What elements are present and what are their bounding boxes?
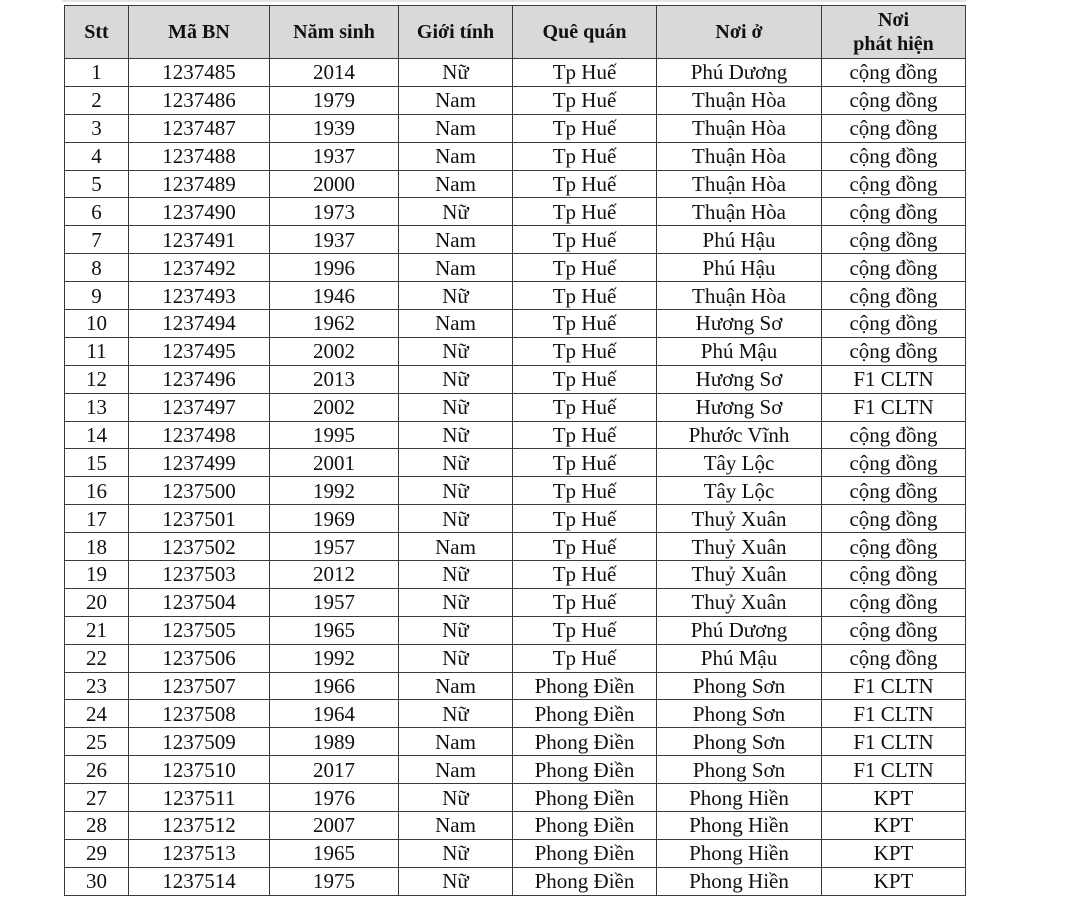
cell-que-quan: Tp Huế <box>513 365 657 393</box>
cell-stt: 2 <box>65 86 129 114</box>
table-row <box>65 784 966 812</box>
cell-stt: 12 <box>65 365 129 393</box>
cell-noi-o: Thuận Hòa <box>657 142 822 170</box>
cell-que-quan: Tp Huế <box>513 616 657 644</box>
table-row <box>65 561 966 589</box>
cell-que-quan: Tp Huế <box>513 282 657 310</box>
table-row <box>65 254 966 282</box>
table-row <box>65 86 966 114</box>
cell-noi-phat-hien: cộng đồng <box>822 226 966 254</box>
cell-nam-sinh: 1939 <box>270 114 399 142</box>
cell-noi-o: Thuận Hòa <box>657 170 822 198</box>
header-que-quan: Quê quán <box>513 6 657 59</box>
cell-noi-phat-hien: F1 CLTN <box>822 728 966 756</box>
cell-noi-phat-hien: cộng đồng <box>822 588 966 616</box>
cell-nam-sinh: 2001 <box>270 449 399 477</box>
table-row <box>65 226 966 254</box>
cell-noi-phat-hien: cộng đồng <box>822 170 966 198</box>
cell-stt: 27 <box>65 784 129 812</box>
cell-ma-bn: 1237501 <box>129 505 270 533</box>
cell-stt: 21 <box>65 616 129 644</box>
cell-stt: 28 <box>65 812 129 840</box>
header-stt: Stt <box>65 6 129 59</box>
cell-gioi-tinh: Nam <box>399 756 513 784</box>
cell-noi-o: Thuận Hòa <box>657 282 822 310</box>
cell-noi-o: Thuỷ Xuân <box>657 588 822 616</box>
table-body <box>65 59 966 896</box>
cell-gioi-tinh: Nữ <box>399 198 513 226</box>
cell-ma-bn: 1237511 <box>129 784 270 812</box>
table-row <box>65 700 966 728</box>
cell-noi-o: Phú Hậu <box>657 226 822 254</box>
cell-que-quan: Phong Điền <box>513 756 657 784</box>
cell-ma-bn: 1237490 <box>129 198 270 226</box>
cell-stt: 11 <box>65 337 129 365</box>
cell-que-quan: Tp Huế <box>513 393 657 421</box>
cell-nam-sinh: 1964 <box>270 700 399 728</box>
cell-que-quan: Tp Huế <box>513 449 657 477</box>
cell-nam-sinh: 1962 <box>270 310 399 338</box>
cell-ma-bn: 1237488 <box>129 142 270 170</box>
cell-stt: 20 <box>65 588 129 616</box>
cell-gioi-tinh: Nữ <box>399 784 513 812</box>
cell-noi-o: Phong Sơn <box>657 728 822 756</box>
cell-gioi-tinh: Nữ <box>399 393 513 421</box>
cell-stt: 5 <box>65 170 129 198</box>
cell-stt: 26 <box>65 756 129 784</box>
cell-noi-phat-hien: cộng đồng <box>822 310 966 338</box>
cell-nam-sinh: 1957 <box>270 588 399 616</box>
cell-stt: 6 <box>65 198 129 226</box>
cell-stt: 19 <box>65 561 129 589</box>
cell-ma-bn: 1237500 <box>129 477 270 505</box>
cell-noi-phat-hien: cộng đồng <box>822 644 966 672</box>
cell-ma-bn: 1237496 <box>129 365 270 393</box>
cell-que-quan: Tp Huế <box>513 505 657 533</box>
cell-gioi-tinh: Nam <box>399 672 513 700</box>
cell-noi-phat-hien: cộng đồng <box>822 86 966 114</box>
cell-que-quan: Tp Huế <box>513 421 657 449</box>
cell-gioi-tinh: Nam <box>399 170 513 198</box>
cell-noi-o: Tây Lộc <box>657 477 822 505</box>
cell-ma-bn: 1237514 <box>129 867 270 895</box>
cell-noi-o: Phong Sơn <box>657 700 822 728</box>
cell-stt: 1 <box>65 59 129 87</box>
cell-noi-o: Thuỷ Xuân <box>657 505 822 533</box>
cell-que-quan: Phong Điền <box>513 672 657 700</box>
cell-que-quan: Tp Huế <box>513 337 657 365</box>
cell-gioi-tinh: Nữ <box>399 505 513 533</box>
cell-gioi-tinh: Nữ <box>399 282 513 310</box>
cell-stt: 13 <box>65 393 129 421</box>
cell-noi-phat-hien: cộng đồng <box>822 616 966 644</box>
cell-noi-o: Phước Vĩnh <box>657 421 822 449</box>
cell-nam-sinh: 2007 <box>270 812 399 840</box>
table-row <box>65 59 966 87</box>
cell-nam-sinh: 2012 <box>270 561 399 589</box>
cell-noi-phat-hien: KPT <box>822 784 966 812</box>
cell-noi-phat-hien: cộng đồng <box>822 142 966 170</box>
cell-ma-bn: 1237513 <box>129 839 270 867</box>
cell-noi-o: Phong Sơn <box>657 672 822 700</box>
cell-noi-o: Phú Dương <box>657 616 822 644</box>
cell-ma-bn: 1237485 <box>129 59 270 87</box>
cell-gioi-tinh: Nam <box>399 142 513 170</box>
cell-ma-bn: 1237498 <box>129 421 270 449</box>
table-row <box>65 449 966 477</box>
cell-noi-phat-hien: cộng đồng <box>822 254 966 282</box>
cell-ma-bn: 1237491 <box>129 226 270 254</box>
cell-noi-phat-hien: cộng đồng <box>822 114 966 142</box>
header-ma-bn: Mã BN <box>129 6 270 59</box>
cell-stt: 7 <box>65 226 129 254</box>
cell-noi-o: Thuận Hòa <box>657 114 822 142</box>
cell-nam-sinh: 1975 <box>270 867 399 895</box>
cell-noi-phat-hien: cộng đồng <box>822 505 966 533</box>
cell-noi-phat-hien: cộng đồng <box>822 533 966 561</box>
cell-gioi-tinh: Nam <box>399 226 513 254</box>
cell-gioi-tinh: Nữ <box>399 337 513 365</box>
cell-gioi-tinh: Nữ <box>399 616 513 644</box>
cell-stt: 17 <box>65 505 129 533</box>
cell-nam-sinh: 1946 <box>270 282 399 310</box>
cell-ma-bn: 1237487 <box>129 114 270 142</box>
cell-que-quan: Tp Huế <box>513 310 657 338</box>
cell-ma-bn: 1237494 <box>129 310 270 338</box>
cell-gioi-tinh: Nữ <box>399 59 513 87</box>
cell-ma-bn: 1237493 <box>129 282 270 310</box>
cell-nam-sinh: 1957 <box>270 533 399 561</box>
cell-gioi-tinh: Nữ <box>399 588 513 616</box>
cell-nam-sinh: 2017 <box>270 756 399 784</box>
cell-stt: 14 <box>65 421 129 449</box>
cell-ma-bn: 1237509 <box>129 728 270 756</box>
cell-que-quan: Tp Huế <box>513 477 657 505</box>
cell-nam-sinh: 1969 <box>270 505 399 533</box>
table-row <box>65 644 966 672</box>
cell-que-quan: Tp Huế <box>513 86 657 114</box>
cell-noi-phat-hien: cộng đồng <box>822 561 966 589</box>
cell-nam-sinh: 1989 <box>270 728 399 756</box>
cell-que-quan: Phong Điền <box>513 700 657 728</box>
cell-stt: 10 <box>65 310 129 338</box>
cell-nam-sinh: 2002 <box>270 393 399 421</box>
cell-stt: 18 <box>65 533 129 561</box>
cell-noi-phat-hien: cộng đồng <box>822 198 966 226</box>
cell-ma-bn: 1237503 <box>129 561 270 589</box>
cell-que-quan: Tp Huế <box>513 588 657 616</box>
cell-stt: 30 <box>65 867 129 895</box>
cell-nam-sinh: 1992 <box>270 644 399 672</box>
cell-noi-phat-hien: F1 CLTN <box>822 365 966 393</box>
cell-nam-sinh: 1965 <box>270 839 399 867</box>
cell-nam-sinh: 2002 <box>270 337 399 365</box>
cell-noi-o: Phú Hậu <box>657 254 822 282</box>
cell-gioi-tinh: Nữ <box>399 449 513 477</box>
cell-noi-o: Phong Hiền <box>657 867 822 895</box>
cell-stt: 16 <box>65 477 129 505</box>
cell-que-quan: Tp Huế <box>513 198 657 226</box>
cell-noi-phat-hien: KPT <box>822 839 966 867</box>
cell-stt: 8 <box>65 254 129 282</box>
cell-noi-phat-hien: cộng đồng <box>822 337 966 365</box>
table-row <box>65 142 966 170</box>
cell-que-quan: Tp Huế <box>513 170 657 198</box>
header-gioi-tinh: Giới tính <box>399 6 513 59</box>
table-row <box>65 282 966 310</box>
cell-ma-bn: 1237505 <box>129 616 270 644</box>
cell-ma-bn: 1237495 <box>129 337 270 365</box>
cell-stt: 15 <box>65 449 129 477</box>
cell-nam-sinh: 1996 <box>270 254 399 282</box>
table-row <box>65 393 966 421</box>
page-top-edge <box>62 0 966 2</box>
cell-nam-sinh: 1992 <box>270 477 399 505</box>
table-row <box>65 672 966 700</box>
cell-gioi-tinh: Nam <box>399 310 513 338</box>
cell-ma-bn: 1237489 <box>129 170 270 198</box>
cell-noi-phat-hien: KPT <box>822 812 966 840</box>
cell-gioi-tinh: Nữ <box>399 839 513 867</box>
table-row <box>65 728 966 756</box>
cell-noi-o: Tây Lộc <box>657 449 822 477</box>
cell-nam-sinh: 1979 <box>270 86 399 114</box>
cell-stt: 9 <box>65 282 129 310</box>
cell-que-quan: Tp Huế <box>513 561 657 589</box>
cell-nam-sinh: 2000 <box>270 170 399 198</box>
table-row <box>65 421 966 449</box>
cell-que-quan: Tp Huế <box>513 59 657 87</box>
cell-noi-o: Hương Sơ <box>657 365 822 393</box>
table-row <box>65 756 966 784</box>
cell-ma-bn: 1237497 <box>129 393 270 421</box>
cell-gioi-tinh: Nam <box>399 114 513 142</box>
table-row <box>65 114 966 142</box>
cell-nam-sinh: 1966 <box>270 672 399 700</box>
cell-noi-o: Phong Sơn <box>657 756 822 784</box>
cell-que-quan: Tp Huế <box>513 114 657 142</box>
cell-noi-phat-hien: KPT <box>822 867 966 895</box>
table-row <box>65 170 966 198</box>
cell-nam-sinh: 2013 <box>270 365 399 393</box>
cell-ma-bn: 1237502 <box>129 533 270 561</box>
cell-nam-sinh: 1973 <box>270 198 399 226</box>
cell-noi-o: Phú Dương <box>657 59 822 87</box>
cell-nam-sinh: 1937 <box>270 142 399 170</box>
cell-noi-phat-hien: F1 CLTN <box>822 393 966 421</box>
cell-gioi-tinh: Nữ <box>399 561 513 589</box>
cell-nam-sinh: 1976 <box>270 784 399 812</box>
cell-ma-bn: 1237507 <box>129 672 270 700</box>
cell-ma-bn: 1237492 <box>129 254 270 282</box>
patient-table <box>64 5 966 896</box>
cell-que-quan: Phong Điền <box>513 839 657 867</box>
table-row <box>65 812 966 840</box>
cell-ma-bn: 1237504 <box>129 588 270 616</box>
cell-ma-bn: 1237508 <box>129 700 270 728</box>
cell-stt: 23 <box>65 672 129 700</box>
cell-que-quan: Phong Điền <box>513 728 657 756</box>
cell-gioi-tinh: Nữ <box>399 365 513 393</box>
table-row <box>65 365 966 393</box>
cell-noi-o: Phú Mậu <box>657 337 822 365</box>
cell-gioi-tinh: Nữ <box>399 867 513 895</box>
table-row <box>65 337 966 365</box>
cell-noi-phat-hien: cộng đồng <box>822 59 966 87</box>
cell-noi-phat-hien: F1 CLTN <box>822 672 966 700</box>
table-header <box>65 6 966 59</box>
cell-stt: 25 <box>65 728 129 756</box>
header-noi-phat-hien: Nơi phát hiện <box>822 6 966 59</box>
cell-que-quan: Tp Huế <box>513 644 657 672</box>
table-row <box>65 839 966 867</box>
cell-noi-o: Thuận Hòa <box>657 198 822 226</box>
cell-que-quan: Phong Điền <box>513 784 657 812</box>
cell-nam-sinh: 1937 <box>270 226 399 254</box>
cell-noi-o: Thuỷ Xuân <box>657 561 822 589</box>
cell-noi-phat-hien: cộng đồng <box>822 282 966 310</box>
cell-que-quan: Phong Điền <box>513 867 657 895</box>
cell-que-quan: Tp Huế <box>513 226 657 254</box>
cell-noi-phat-hien: cộng đồng <box>822 477 966 505</box>
table-row <box>65 505 966 533</box>
header-row <box>65 6 966 59</box>
cell-ma-bn: 1237506 <box>129 644 270 672</box>
cell-noi-phat-hien: cộng đồng <box>822 449 966 477</box>
cell-noi-o: Phong Hiền <box>657 839 822 867</box>
cell-stt: 22 <box>65 644 129 672</box>
header-nam-sinh: Năm sinh <box>270 6 399 59</box>
cell-que-quan: Phong Điền <box>513 812 657 840</box>
cell-nam-sinh: 2014 <box>270 59 399 87</box>
cell-gioi-tinh: Nam <box>399 533 513 561</box>
cell-gioi-tinh: Nữ <box>399 700 513 728</box>
cell-ma-bn: 1237510 <box>129 756 270 784</box>
cell-nam-sinh: 1995 <box>270 421 399 449</box>
table-row <box>65 533 966 561</box>
cell-noi-o: Phong Hiền <box>657 784 822 812</box>
table-row <box>65 310 966 338</box>
cell-que-quan: Tp Huế <box>513 142 657 170</box>
cell-noi-o: Thuỷ Xuân <box>657 533 822 561</box>
cell-gioi-tinh: Nữ <box>399 477 513 505</box>
cell-gioi-tinh: Nam <box>399 254 513 282</box>
cell-ma-bn: 1237499 <box>129 449 270 477</box>
cell-nam-sinh: 1965 <box>270 616 399 644</box>
table-row <box>65 867 966 895</box>
cell-stt: 3 <box>65 114 129 142</box>
cell-gioi-tinh: Nữ <box>399 644 513 672</box>
cell-ma-bn: 1237486 <box>129 86 270 114</box>
cell-stt: 4 <box>65 142 129 170</box>
cell-noi-phat-hien: F1 CLTN <box>822 700 966 728</box>
cell-noi-o: Thuận Hòa <box>657 86 822 114</box>
cell-noi-o: Hương Sơ <box>657 393 822 421</box>
table-row <box>65 616 966 644</box>
cell-gioi-tinh: Nam <box>399 812 513 840</box>
cell-noi-o: Phong Hiền <box>657 812 822 840</box>
cell-stt: 24 <box>65 700 129 728</box>
cell-que-quan: Tp Huế <box>513 254 657 282</box>
cell-ma-bn: 1237512 <box>129 812 270 840</box>
cell-gioi-tinh: Nam <box>399 86 513 114</box>
table-row <box>65 198 966 226</box>
cell-noi-o: Phú Mậu <box>657 644 822 672</box>
cell-noi-o: Hương Sơ <box>657 310 822 338</box>
cell-noi-phat-hien: F1 CLTN <box>822 756 966 784</box>
table-row <box>65 588 966 616</box>
cell-noi-phat-hien: cộng đồng <box>822 421 966 449</box>
header-noi-o: Nơi ở <box>657 6 822 59</box>
cell-que-quan: Tp Huế <box>513 533 657 561</box>
table-row <box>65 477 966 505</box>
cell-gioi-tinh: Nam <box>399 728 513 756</box>
cell-gioi-tinh: Nữ <box>399 421 513 449</box>
cell-stt: 29 <box>65 839 129 867</box>
